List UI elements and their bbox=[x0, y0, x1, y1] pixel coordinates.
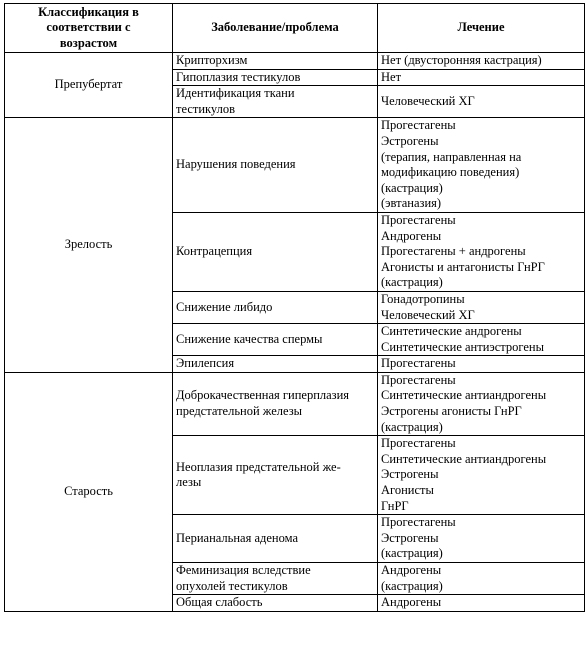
cell-line: опухолей тестикулов bbox=[176, 578, 288, 593]
cell-line: Контрацепция bbox=[176, 244, 253, 259]
treatment-cell bbox=[378, 53, 585, 70]
cell-line: Синтетические андрогены bbox=[381, 324, 522, 339]
condition-cell bbox=[173, 436, 378, 515]
cell-line: Агонисты и антагонисты ГнРГ bbox=[381, 259, 545, 274]
cell-line: Перианальная аденома bbox=[176, 530, 298, 545]
treatment-table bbox=[4, 3, 585, 612]
cell-line: ГнРГ bbox=[381, 498, 409, 513]
table-row bbox=[5, 53, 585, 70]
header-treatment: Лечение bbox=[378, 4, 585, 53]
cell-line: Нет bbox=[381, 69, 402, 84]
treatment-cell bbox=[378, 515, 585, 563]
cell-line: Прогестагены bbox=[381, 212, 456, 227]
cell-line: Человеческий ХГ bbox=[381, 93, 475, 108]
cell-line: Прогестагены + андрогены bbox=[381, 244, 526, 259]
condition-cell bbox=[173, 595, 378, 612]
age-group-cell: Препубертат bbox=[5, 53, 173, 118]
condition-cell bbox=[173, 86, 378, 118]
treatment-cell bbox=[378, 291, 585, 323]
cell-line: Человеческий ХГ bbox=[381, 307, 475, 322]
condition-cell bbox=[173, 53, 378, 70]
cell-line: Эстрогены bbox=[381, 530, 439, 545]
age-group-cell: Зрелость bbox=[5, 118, 173, 373]
cell-line: Гонадотропины bbox=[381, 291, 465, 306]
header-row bbox=[5, 4, 585, 53]
header-age-line: Классификация в bbox=[38, 4, 139, 19]
cell-line: предстательной железы bbox=[176, 404, 303, 419]
cell-line: (кастрация) bbox=[381, 180, 443, 195]
condition-cell bbox=[173, 118, 378, 213]
cell-line: Прогестагены bbox=[381, 118, 456, 133]
condition-cell bbox=[173, 372, 378, 435]
cell-line: Прогестагены bbox=[381, 515, 456, 530]
cell-line: Гипоплазия тестикулов bbox=[176, 69, 301, 84]
cell-line: тестикулов bbox=[176, 101, 236, 116]
cell-line: (кастрация) bbox=[381, 419, 443, 434]
cell-line: Общая слабость bbox=[176, 595, 263, 610]
treatment-cell bbox=[378, 324, 585, 356]
cell-line: Снижение либидо bbox=[176, 299, 273, 314]
treatment-cell bbox=[378, 563, 585, 595]
cell-line: Эстрогены bbox=[381, 467, 439, 482]
table-row bbox=[5, 372, 585, 435]
cell-line: Прогестагены bbox=[381, 356, 456, 371]
cell-line: Синтетические антиандрогены bbox=[381, 451, 547, 466]
cell-line: лезы bbox=[176, 475, 202, 490]
treatment-cell bbox=[378, 212, 585, 291]
treatment-cell bbox=[378, 372, 585, 435]
cell-line: (терапия, направленная на bbox=[381, 149, 522, 164]
treatment-cell bbox=[378, 118, 585, 213]
age-group-cell: Старость bbox=[5, 372, 173, 611]
cell-line: Нет (двусторонняя кастрация) bbox=[381, 53, 542, 67]
cell-line: Доброкачественная гиперплазия bbox=[176, 388, 350, 403]
header-age-line: возрастом bbox=[59, 35, 118, 50]
cell-line: Прогестагены bbox=[381, 436, 456, 451]
cell-line: (кастрация) bbox=[381, 275, 443, 290]
condition-cell bbox=[173, 291, 378, 323]
cell-line: Прогестагены bbox=[381, 372, 456, 387]
treatment-cell bbox=[378, 595, 585, 612]
table-row bbox=[5, 118, 585, 213]
cell-line: (кастрация) bbox=[381, 578, 443, 593]
treatment-cell bbox=[378, 356, 585, 373]
cell-line: Неоплазия предстательной же- bbox=[176, 459, 341, 474]
cell-line: Снижение качества спермы bbox=[176, 331, 323, 346]
header-condition: Заболевание/проблема bbox=[173, 4, 378, 53]
cell-line: Эпилепсия bbox=[176, 356, 235, 371]
header-age-line: соответствии с bbox=[46, 20, 131, 35]
condition-cell bbox=[173, 324, 378, 356]
condition-cell bbox=[173, 69, 378, 86]
cell-line: Андрогены bbox=[381, 228, 442, 243]
cell-line: Эстрогены агонисты ГнРГ bbox=[381, 404, 522, 419]
cell-line: Агонисты bbox=[381, 483, 434, 498]
treatment-cell bbox=[378, 69, 585, 86]
cell-line: (эвтаназия) bbox=[381, 196, 442, 211]
table-body bbox=[5, 53, 585, 612]
cell-line: Крипторхизм bbox=[176, 53, 248, 67]
condition-cell bbox=[173, 212, 378, 291]
cell-line: Синтетические антиандрогены bbox=[381, 388, 547, 403]
treatment-cell bbox=[378, 86, 585, 118]
header-age bbox=[5, 4, 173, 53]
treatment-cell bbox=[378, 436, 585, 515]
condition-cell bbox=[173, 563, 378, 595]
condition-cell bbox=[173, 515, 378, 563]
cell-line: (кастрация) bbox=[381, 546, 443, 561]
cell-line: Идентификация ткани bbox=[176, 86, 295, 101]
condition-cell bbox=[173, 356, 378, 373]
cell-line: Эстрогены bbox=[381, 133, 439, 148]
cell-line: модификацию поведения) bbox=[381, 165, 520, 180]
cell-line: Андрогены bbox=[381, 563, 442, 577]
cell-line: Андрогены bbox=[381, 595, 442, 610]
cell-line: Синтетические антиэстрогены bbox=[381, 339, 545, 354]
cell-line: Феминизация вследствие bbox=[176, 563, 311, 577]
cell-line: Нарушения поведения bbox=[176, 157, 296, 172]
